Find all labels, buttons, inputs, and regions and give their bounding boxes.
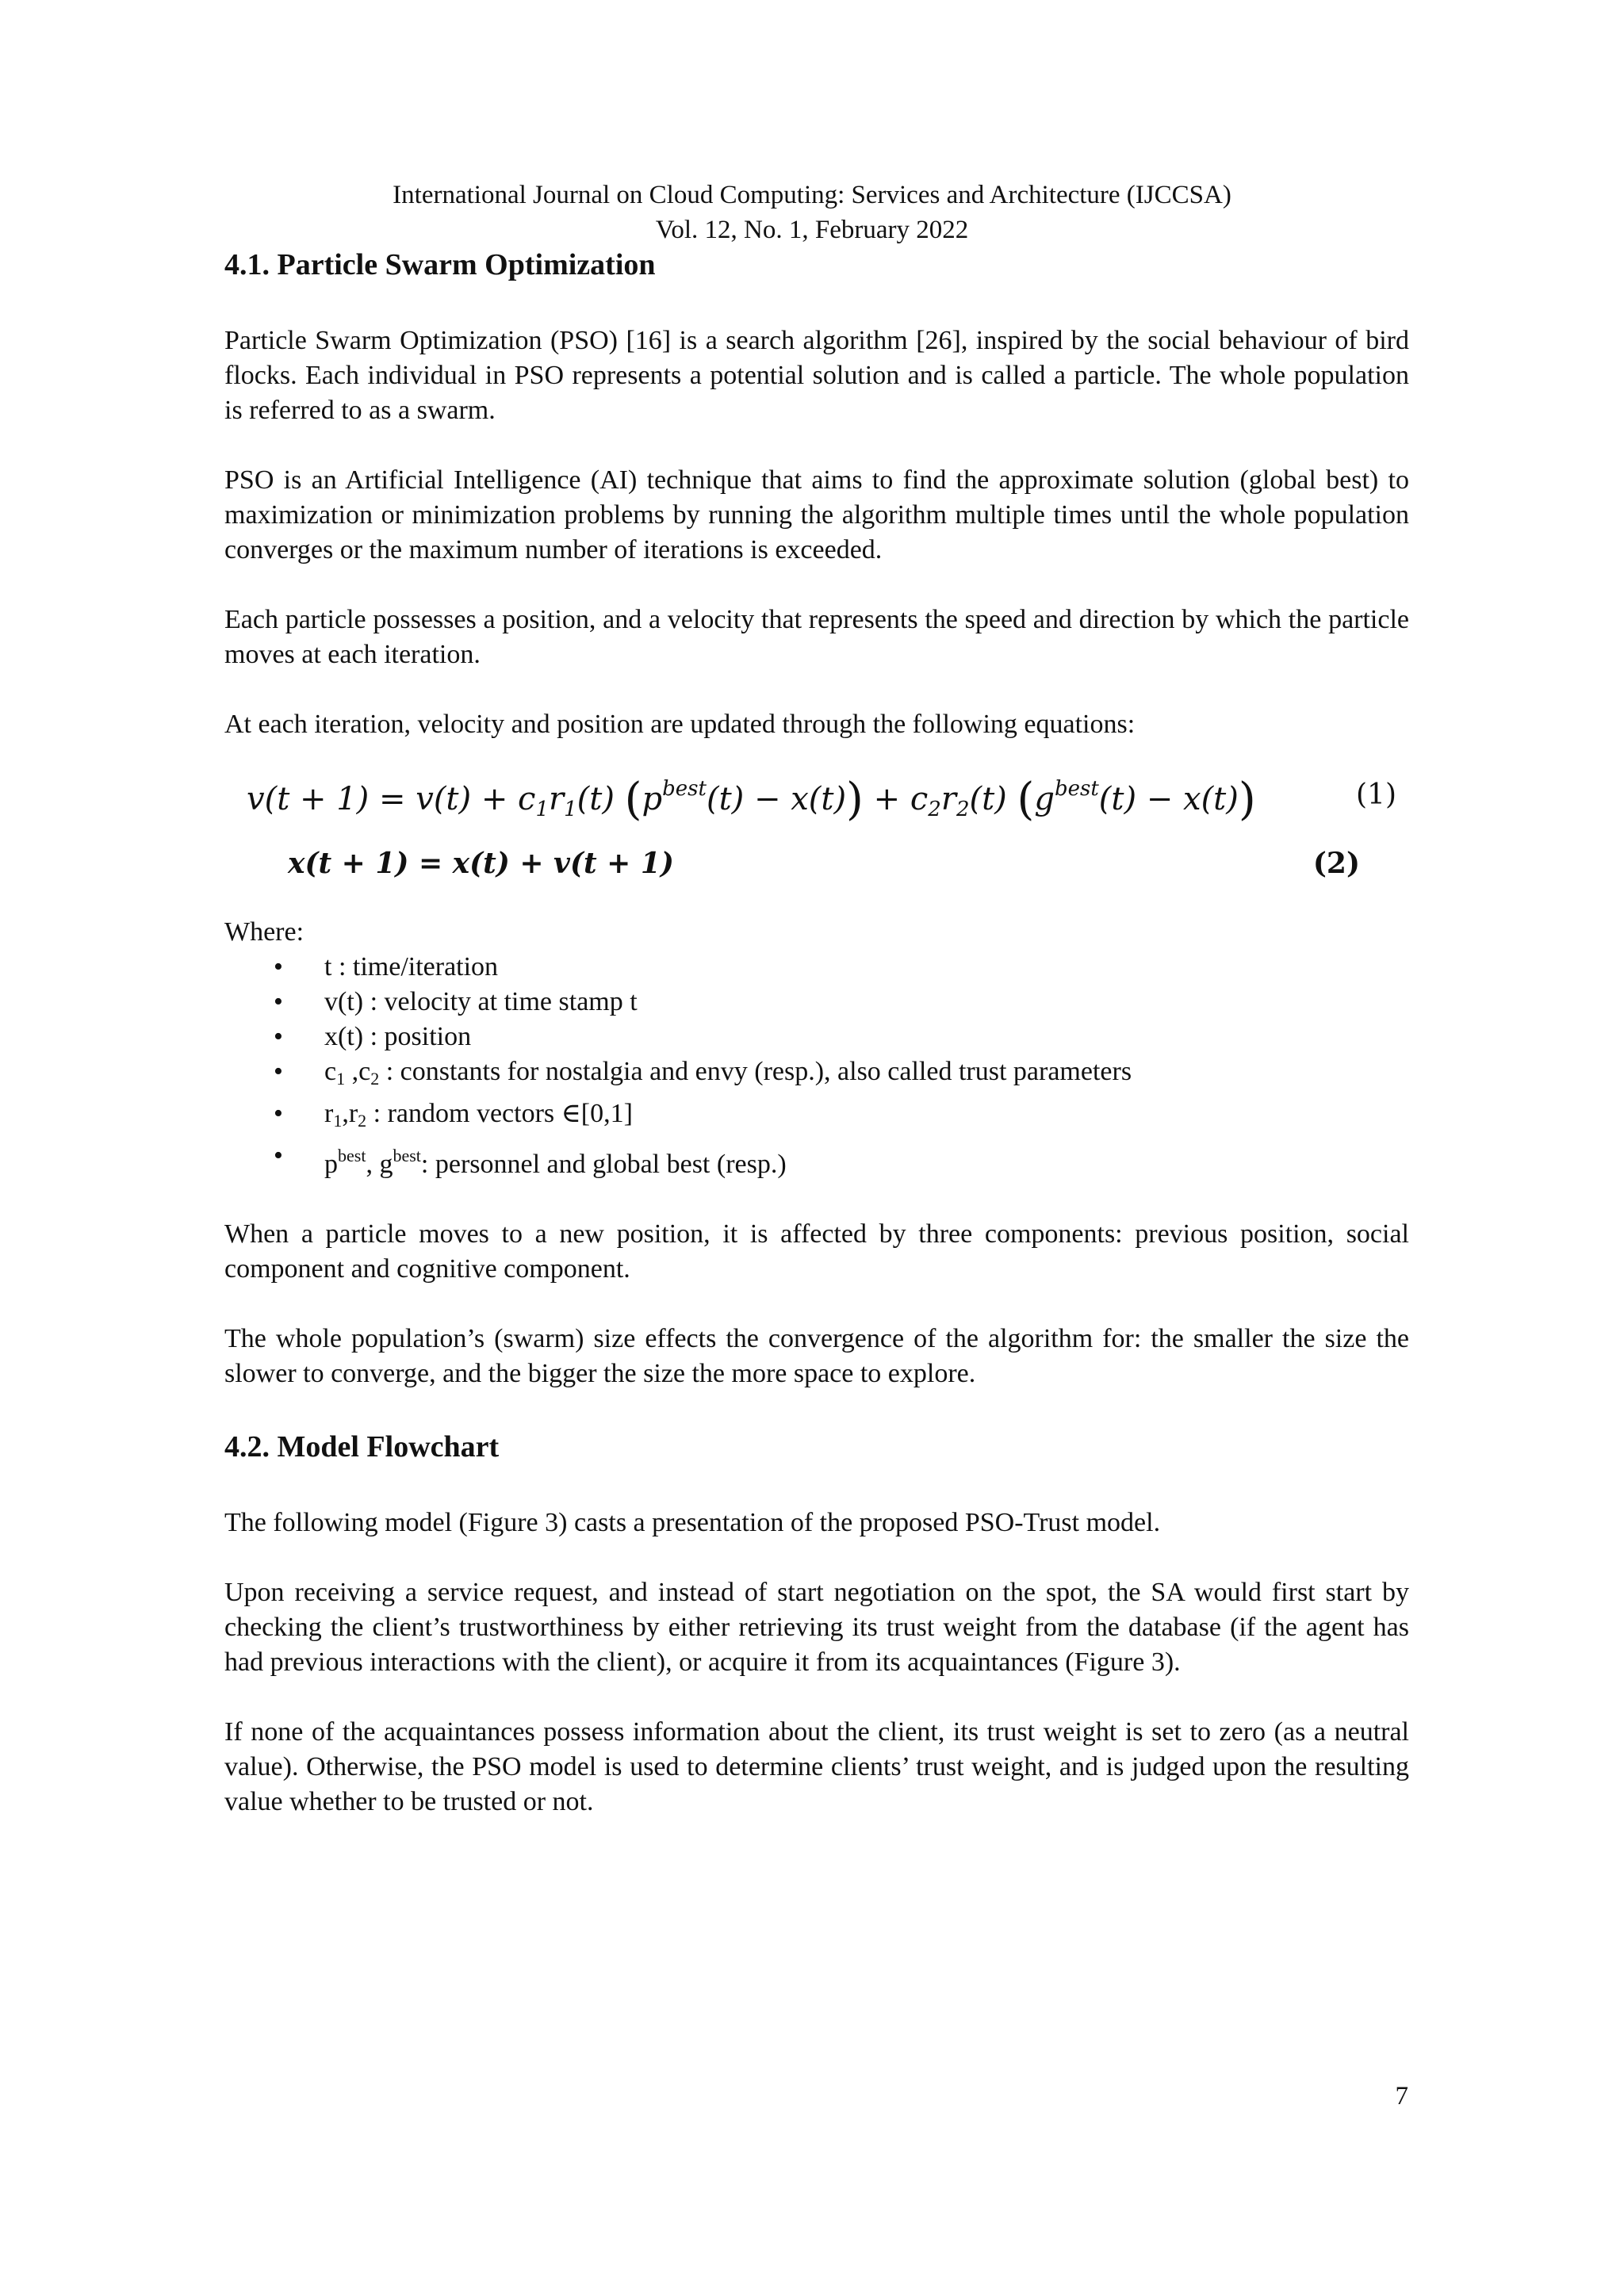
equation-position-update: x(t + 1) = x(t) + v(t + 1) (288, 847, 674, 880)
bullet-icon: • (274, 1022, 283, 1051)
list-item: • x(t) : position (224, 1020, 1409, 1054)
paragraph: If none of the acquaintances possess information about the client, its trust weight is set to zero (as a neutral value). Otherwise, the PSO model is used to determine clients’ trust weight, and is judged upon the resulting value whether to be trusted or not. (224, 1717, 1409, 1816)
paragraph: The following model (Figure 3) casts a presentation of the proposed PSO-Trust model. (224, 1508, 1161, 1537)
bullet-icon: • (274, 987, 283, 1016)
paragraph: Particle Swarm Optimization (PSO) [16] is a search algorithm [26], inspired by the social behaviour of bird flocks. Each individual in PSO represents a potential solution and is called a particle. The whole population is referred to as a swarm. (224, 326, 1409, 425)
equation-velocity-update: $v(t + 1) = v(t) + c_1r_1(t) (p^{best}(t) - x(t)) + c_2r_2(t) (g^{best}(t) - x(t))$ (247, 774, 1256, 825)
paragraph: The whole population’s (swarm) size effects the convergence of the algorithm for: the smaller the size the slower to converge, and the bigger the size the more space to explore. (224, 1324, 1409, 1388)
section-heading-pso: 4.1. Particle Swarm Optimization (224, 248, 656, 281)
equations-block (224, 774, 1409, 915)
paragraph: Each particle possesses a position, and a velocity that represents the speed and direction by which the particle moves at each iteration. (224, 605, 1409, 669)
paragraph: When a particle moves to a new position, it is affected by three components: previous position, social component and cognitive component. (224, 1219, 1409, 1284)
list-item: • $p^{best}$, $g^{best}$: personnel and global best (resp.) (224, 1138, 1409, 1182)
bullet-icon: • (274, 1099, 283, 1128)
list-item: • c1 ,c2 : constants for nostalgia and envy (resp.), also called trust parameters (224, 1054, 1409, 1096)
paragraph: Upon receiving a service request, and instead of start negotiation on the spot, the SA would first start by checking the client’s trustworthiness by either retrieving its trust weight from the database (if the agent has had previous interactions with the client), or acquire it from its acquaintances (Figure 3). (224, 1578, 1409, 1677)
where-label: Where: (224, 917, 304, 947)
paragraph: At each iteration, velocity and position are updated through the following equations: (224, 710, 1136, 739)
journal-volume: Vol. 12, No. 1, February 2022 (655, 216, 969, 244)
bullet-icon: • (274, 1057, 283, 1086)
equation-number: (1) (1356, 779, 1396, 811)
list-item: • r1,r2 : random vectors ∈[0,1] (224, 1096, 1409, 1138)
definitions-list (224, 950, 1409, 1182)
equation-number: (2) (1312, 847, 1360, 880)
main-content (224, 244, 1409, 1820)
journal-title: International Journal on Cloud Computing: Services and Architecture (IJCCSA) (393, 181, 1231, 209)
list-item: • t : time/iteration (224, 950, 1409, 985)
paragraph: PSO is an Artificial Intelligence (AI) technique that aims to find the approximate solution (global best) to maximization or minimization problems by running the algorithm multiple times until the whole population converges or the maximum number of iterations is exceeded. (224, 465, 1409, 564)
section-heading-flowchart: 4.2. Model Flowchart (224, 1430, 500, 1464)
running-header (0, 178, 1624, 247)
list-item: • v(t) : velocity at time stamp t (224, 985, 1409, 1020)
bullet-icon: • (274, 1141, 283, 1170)
page-number: 7 (1395, 2082, 1408, 2110)
bullet-icon: • (274, 952, 283, 982)
